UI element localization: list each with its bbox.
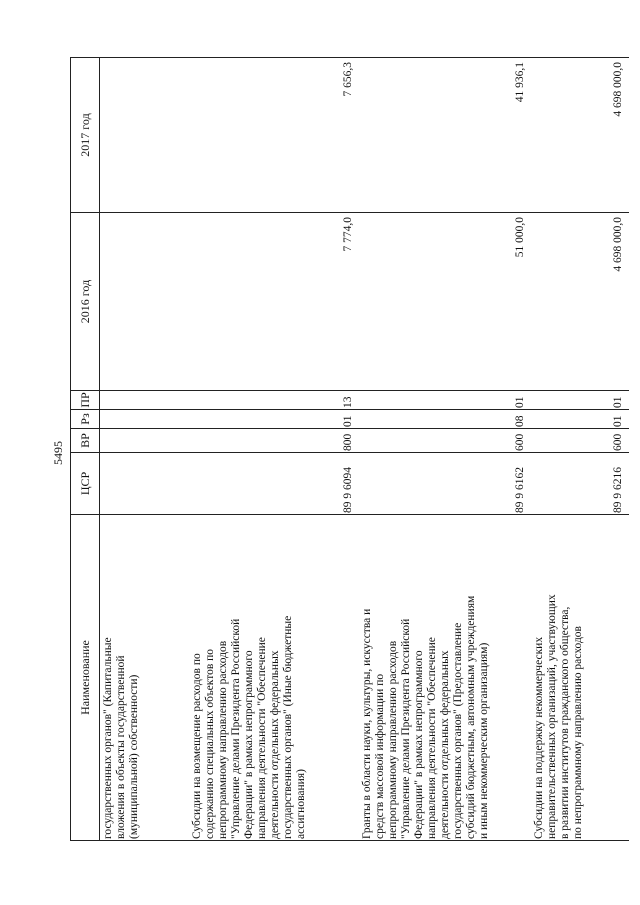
row-rz: 01: [531, 410, 629, 429]
row-2017: [100, 58, 190, 213]
row-vr: 600: [531, 429, 629, 453]
row-csr: 89 9 6094: [189, 453, 359, 515]
row-2016: 4 698 000,0: [531, 213, 629, 391]
row-2016: 51 000,0: [359, 213, 531, 391]
row-name: Субсидии на поддержку некоммерческих неправительственных организаций, участвующих в развитии институтов гражданского общества, по непрограммному направлению расходов: [533, 594, 584, 839]
row-name: государственных органов" (Капитальные вложения в объекты государственной (муниципальной) собственности): [102, 637, 140, 839]
row-2016: [100, 213, 190, 391]
table-row: [100, 58, 190, 841]
row-pr: [100, 391, 190, 410]
page-number: 5495: [51, 441, 65, 465]
row-2017: 41 936,1: [359, 58, 531, 213]
row-pr: 13: [189, 391, 359, 410]
table-row: [189, 58, 359, 841]
row-name-cell: [531, 515, 629, 841]
header-2017: 2017 год: [71, 58, 100, 213]
row-vr: 600: [359, 429, 531, 453]
row-pr: 01: [531, 391, 629, 410]
table-row: [359, 58, 531, 841]
row-name-cell: [100, 515, 190, 841]
row-csr: 89 9 6216: [531, 453, 629, 515]
row-rz: 08: [359, 410, 531, 429]
row-pr: 01: [359, 391, 531, 410]
row-rz: [100, 410, 190, 429]
row-vr: 800: [189, 429, 359, 453]
row-2017: 4 698 000,0: [531, 58, 629, 213]
budget-table-sheet: [70, 58, 624, 841]
budget-table: [70, 57, 629, 841]
row-rz: 01: [189, 410, 359, 429]
table-row: [531, 58, 629, 841]
row-2017: 7 656,3: [189, 58, 359, 213]
row-2016: 7 774,0: [189, 213, 359, 391]
row-name-cell: [359, 515, 531, 841]
row-name: Субсидии на возмещение расходов по содержанию специальных объектов по непрограммному направлению расходов "Управление делами Президента Российской Федерации" в рамках непрограммного направления деятельности "Обеспечение деятельности отдельных федеральных государственных органов" (Иные бюджетные ассигнования): [191, 615, 307, 839]
table-header-row: [71, 58, 100, 841]
header-vr: ВР: [71, 429, 100, 453]
header-2016: 2016 год: [71, 213, 100, 391]
header-csr: ЦСР: [71, 453, 100, 515]
row-name-cell: [189, 515, 359, 841]
row-name: Гранты в области науки, культуры, искусства и средств массовой информации по непрограммному направлению расходов "Управление делами Президента Российской Федерации" в рамках непрограммного направления деятельности "Обеспечение деятельности отдельных федеральных государственных органов" (Предоставление субсидий бюджетным, автономным учреждениям и иным некоммерческим организациям): [361, 595, 490, 839]
row-vr: [100, 429, 190, 453]
row-csr: 89 9 6162: [359, 453, 531, 515]
row-csr: [100, 453, 190, 515]
header-rz: Рз: [71, 410, 100, 429]
header-name: Наименование: [71, 515, 100, 841]
header-pr: ПР: [71, 391, 100, 410]
